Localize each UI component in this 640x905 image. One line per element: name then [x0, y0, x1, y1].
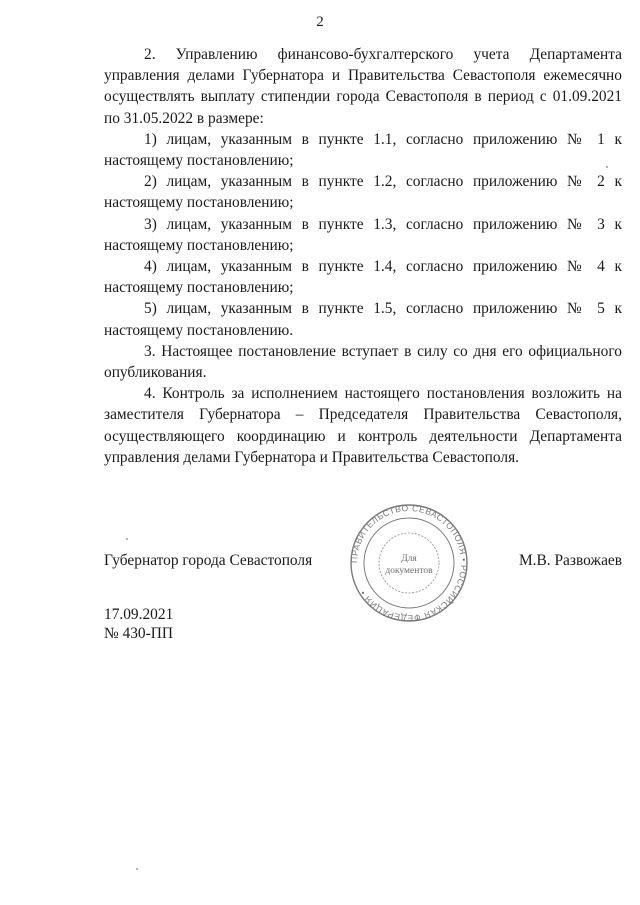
paragraph-2-item-1: 1) лицам, указанным в пункте 1.1, согласно приложению № 1 к настоящему постановлению; — [104, 130, 622, 170]
paragraph-4: 4. Контроль за исполнением настоящего постановления возложить на заместителя Губернатора – Председателя Правительства Севастополя, осуществляющего координацию и контроль деятельности Департамента управления делами Губернатора и Правительства Севастополя. — [104, 385, 622, 466]
document-date-block — [104, 605, 173, 643]
document-number: № 430-ПП — [104, 625, 173, 642]
stamp-center-line-2: документов — [385, 566, 433, 576]
paragraph-2-item-5: 5) лицам, указанным в пункте 1.5, согласно приложению № 5 к настоящему постановлению. — [104, 300, 622, 339]
paragraph-2-item-3: 3) лицам, указанным в пункте 1.3, согласно приложению № 3 к настоящему постановлению; — [104, 215, 622, 254]
scan-speck — [136, 868, 138, 870]
scan-speck — [606, 166, 608, 168]
stamp-center-line-1: Для — [401, 554, 417, 564]
official-stamp — [340, 503, 478, 623]
paragraph-2-item-2: 2) лицам, указанным в пункте 1.2, согласно приложению № 2 к настоящему постановлению; — [104, 173, 622, 212]
signatory-name: М.В. Развожаев — [519, 552, 622, 569]
paragraph-2-item-4: 4) лицам, указанным в пункте 1.4, согласно приложению № 4 к настоящему постановлению; — [104, 258, 622, 297]
page-number: 2 — [316, 14, 324, 30]
scan-speck — [126, 538, 128, 540]
stamp-outer-text: ПРАВИТЕЛЬСТВО СЕВАСТОПОЛЯ • РОССИЙСКАЯ ФЕДЕРАЦИЯ • — [348, 503, 470, 623]
paragraph-2: 2. Управлению финансово-бухгалтерского учета Департамента управления делами Губернатора и Правительства Севастополя ежемесячно осуществлять выплату стипендии города Севастополя в период с 01.09.2021 по 31.05.2022 в размере: — [104, 46, 622, 127]
paragraph-3: 3. Настоящее постановление вступает в силу со дня его официального опубликования. — [104, 342, 622, 382]
signatory-position: Губернатор города Севастополя — [104, 552, 313, 569]
document-body — [104, 44, 622, 468]
document-date: 17.09.2021 — [104, 606, 174, 623]
